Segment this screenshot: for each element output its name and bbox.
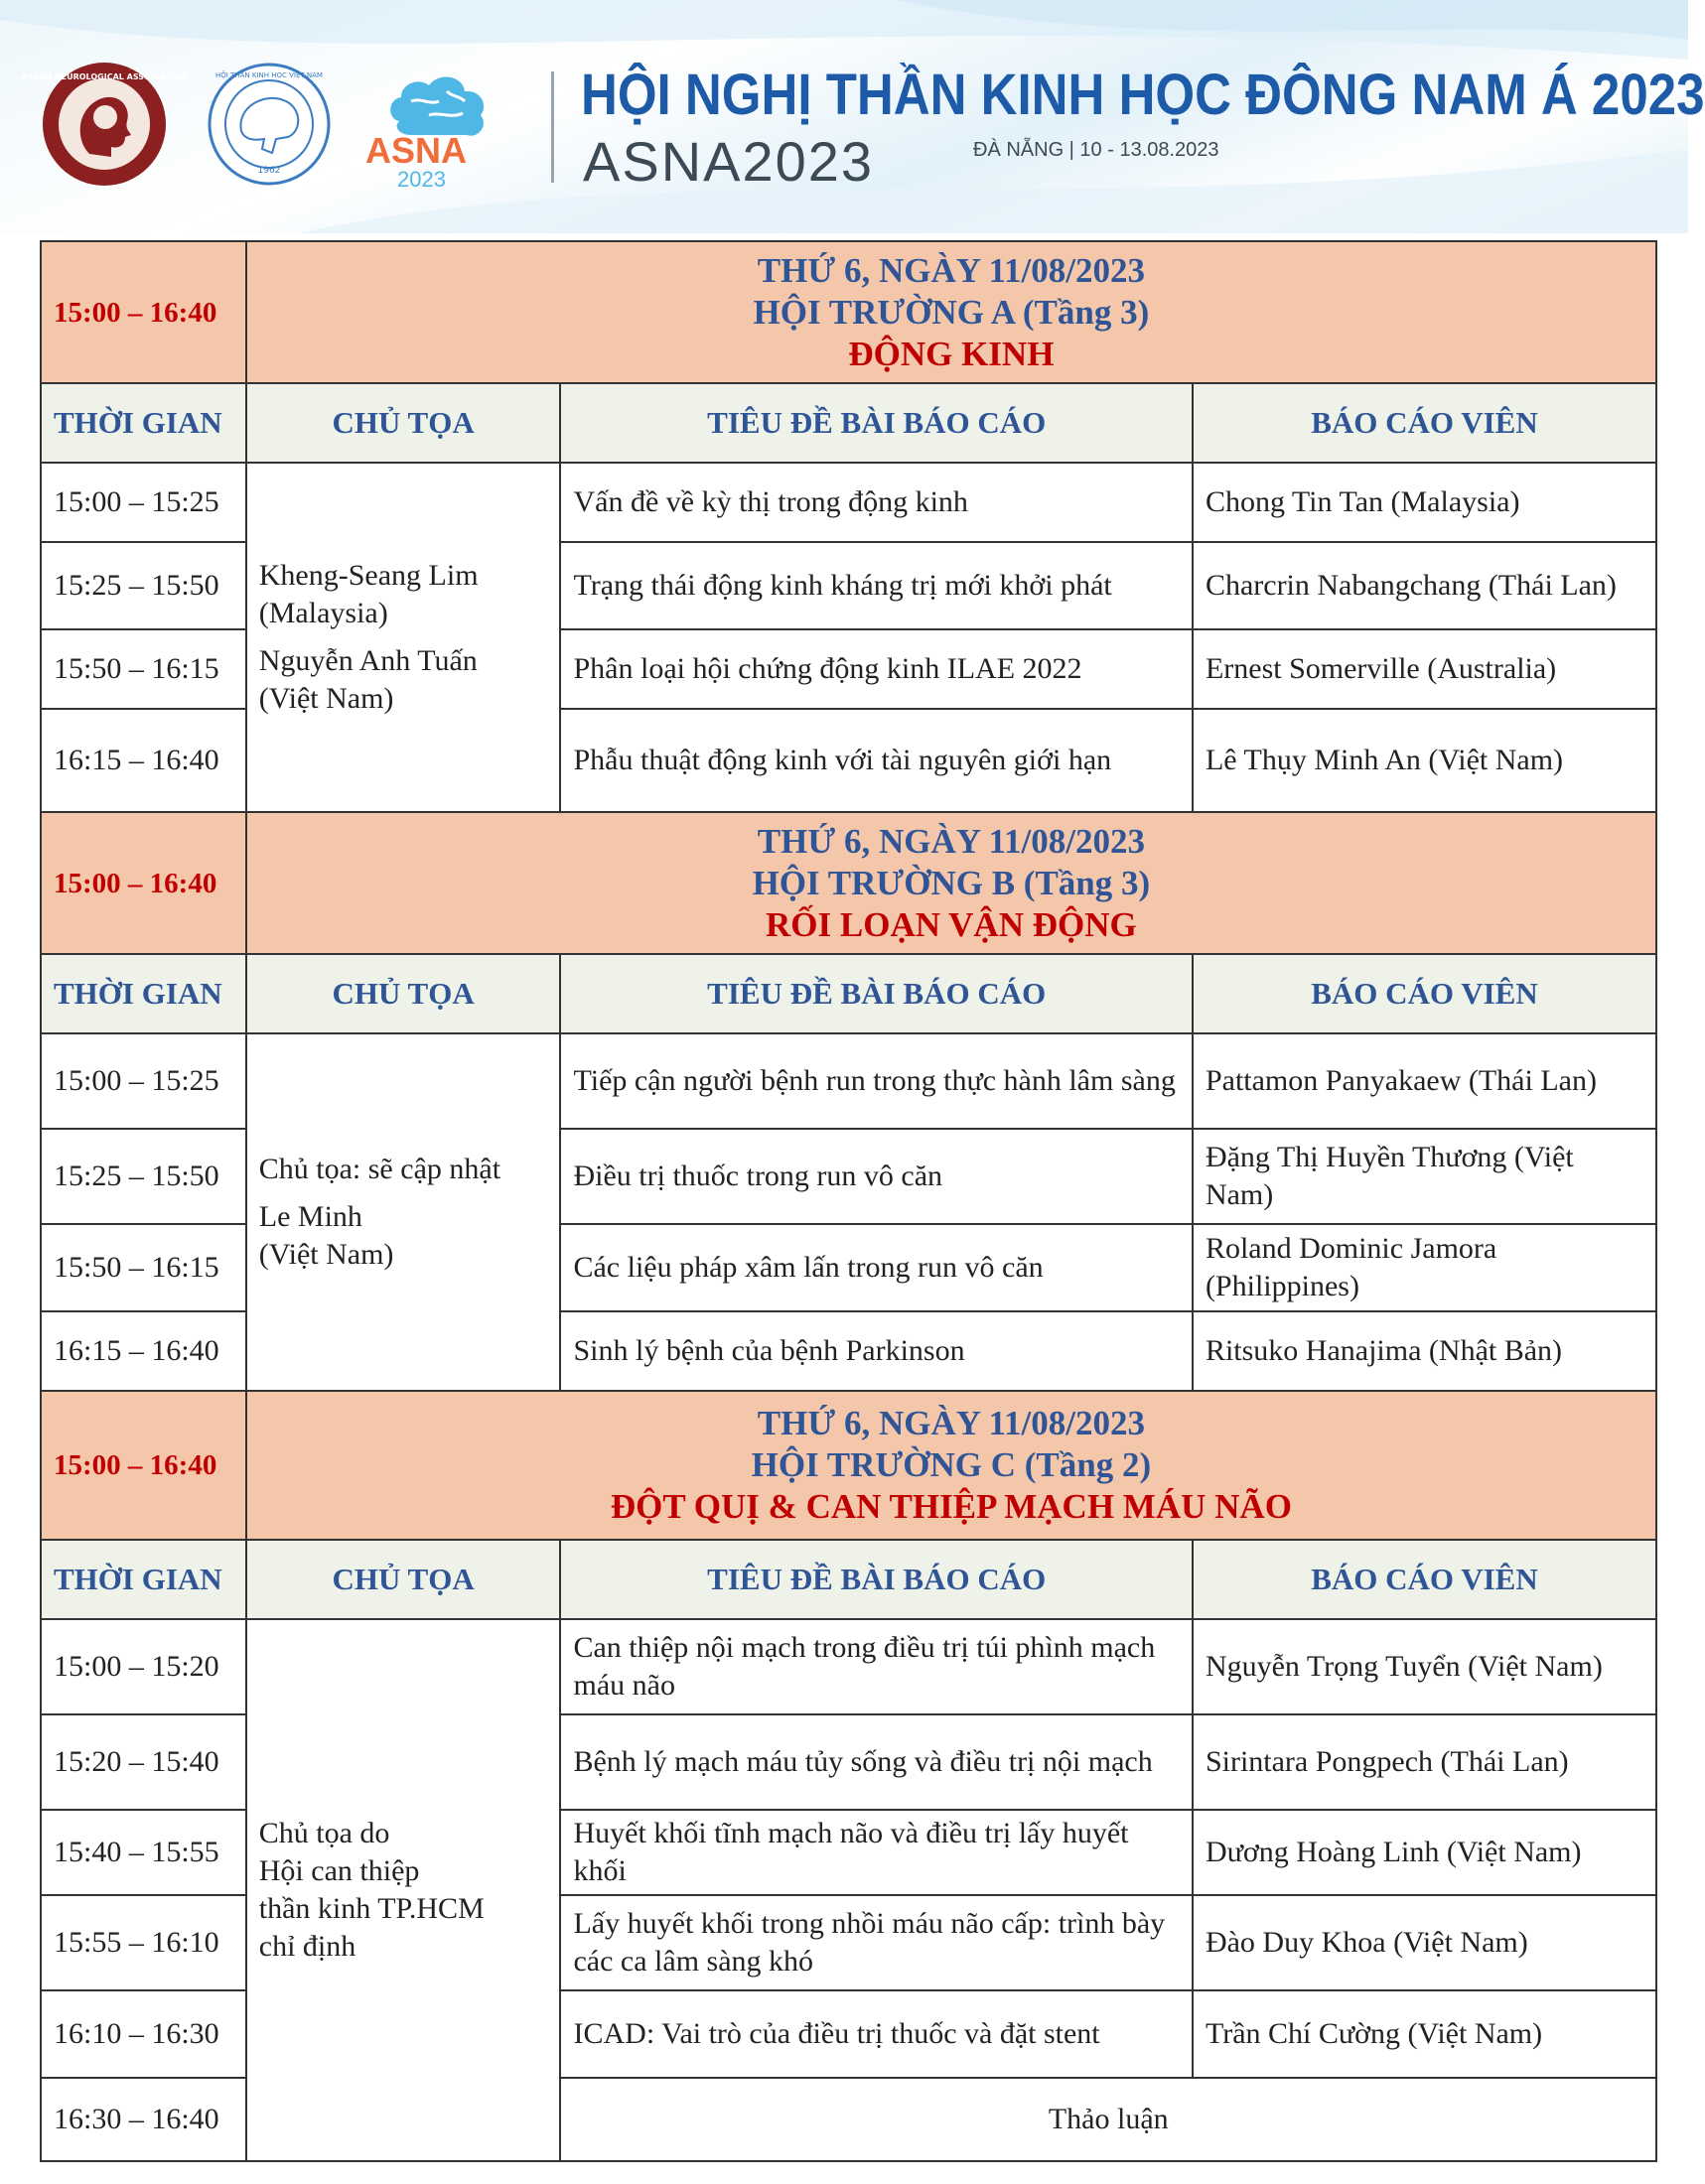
row-title: Sinh lý bệnh của bệnh Parkinson <box>560 1311 1192 1391</box>
row-time: 16:15 – 16:40 <box>41 709 246 812</box>
col-chair-header: CHỦ TỌA <box>246 954 561 1033</box>
column-header-row <box>41 1540 1656 1619</box>
session-topic: RỐI LOẠN VẬN ĐỘNG <box>766 904 1137 944</box>
session-header-row <box>41 241 1656 383</box>
col-speaker-header: BÁO CÁO VIÊN <box>1193 954 1656 1033</box>
session-header-row <box>41 1391 1656 1540</box>
col-time-header: THỜI GIAN <box>41 383 246 463</box>
session-day: THỨ 6, NGÀY 11/08/2023 <box>757 821 1145 861</box>
asna-2023-logo <box>359 62 518 191</box>
row-title: Can thiệp nội mạch trong điều trị túi phình mạch máu não <box>560 1619 1192 1714</box>
row-speaker: Ritsuko Hanajima (Nhật Bản) <box>1193 1311 1656 1391</box>
row-time: 15:40 – 15:55 <box>41 1810 246 1895</box>
row-speaker: Charcrin Nabangchang (Thái Lan) <box>1193 542 1656 629</box>
row-time: 15:50 – 16:15 <box>41 1224 246 1311</box>
session-hall: HỘI TRƯỜNG B (Tầng 3) <box>752 863 1151 902</box>
row-time: 15:55 – 16:10 <box>41 1895 246 1990</box>
row-time: 15:00 – 15:20 <box>41 1619 246 1714</box>
col-topic-header: TIÊU ĐỀ BÀI BÁO CÁO <box>560 954 1192 1033</box>
row-time: 15:25 – 15:50 <box>41 1129 246 1224</box>
chair-line: Le Minh <box>258 1200 362 1233</box>
chair-line: (Việt Nam) <box>258 1238 394 1271</box>
table-row <box>41 1619 1656 1714</box>
session-hall: HỘI TRƯỜNG C (Tầng 2) <box>751 1445 1152 1484</box>
session-hall: HỘI TRƯỜNG A (Tầng 3) <box>753 292 1150 332</box>
row-speaker: Ernest Somerville (Australia) <box>1193 629 1656 709</box>
session-day: THỨ 6, NGÀY 11/08/2023 <box>757 250 1145 290</box>
row-time: 15:20 – 15:40 <box>41 1714 246 1810</box>
col-speaker-header: BÁO CÁO VIÊN <box>1193 1540 1656 1619</box>
row-speaker: Trần Chí Cường (Việt Nam) <box>1193 1990 1656 2078</box>
session-heading <box>246 241 1656 383</box>
table-row <box>41 1033 1656 1129</box>
col-chair-header: CHỦ TỌA <box>246 383 561 463</box>
row-speaker: Chong Tin Tan (Malaysia) <box>1193 463 1656 542</box>
table-row <box>41 463 1656 542</box>
row-title: Phẫu thuật động kinh với tài nguyên giới hạn <box>560 709 1192 812</box>
session-topic: ĐỘNG KINH <box>848 334 1055 373</box>
discussion-cell: Thảo luận <box>560 2078 1656 2161</box>
session-topic: ĐỘT QUỊ & CAN THIỆP MẠCH MÁU NÃO <box>610 1487 1292 1526</box>
col-time-header: THỜI GIAN <box>41 954 246 1033</box>
row-speaker: Đặng Thị Huyền Thương (Việt Nam) <box>1193 1129 1656 1224</box>
chair-line: Chủ tọa: sẽ cập nhật <box>258 1153 501 1185</box>
session-chair <box>246 1033 561 1391</box>
asean-neurological-association-logo <box>21 60 188 189</box>
conference-subtitle: ASNA2023 <box>583 130 875 193</box>
row-speaker: Lê Thụy Minh An (Việt Nam) <box>1193 709 1656 812</box>
row-title: Vấn đề về kỳ thị trong động kinh <box>560 463 1192 542</box>
col-speaker-header: BÁO CÁO VIÊN <box>1193 383 1656 463</box>
vn-logo-year: 1962 <box>257 166 281 176</box>
row-title: Lấy huyết khối trong nhồi máu não cấp: trình bày các ca lâm sàng khó <box>560 1895 1192 1990</box>
header-divider <box>551 71 554 183</box>
row-title: Phân loại hội chứng động kinh ILAE 2022 <box>560 629 1192 709</box>
conference-title: HỘI NGHỊ THẦN KINH HỌC ĐÔNG NAM Á 2023 <box>581 63 1705 127</box>
row-title: Các liệu pháp xâm lấn trong run vô căn <box>560 1224 1192 1311</box>
col-topic-header: TIÊU ĐỀ BÀI BÁO CÁO <box>560 383 1192 463</box>
session-time: 15:00 – 16:40 <box>41 812 246 954</box>
session-heading <box>246 1391 1656 1540</box>
asna-logo-year: 2023 <box>397 167 446 192</box>
column-header-row <box>41 954 1656 1033</box>
session-day: THỨ 6, NGÀY 11/08/2023 <box>757 1404 1145 1442</box>
session-heading <box>246 812 1656 954</box>
row-time: 15:25 – 15:50 <box>41 542 246 629</box>
row-time: 15:50 – 16:15 <box>41 629 246 709</box>
asna-logo-text: ASNA <box>365 130 468 171</box>
chair-line: (Việt Nam) <box>258 682 394 715</box>
row-speaker: Roland Dominic Jamora (Philippines) <box>1193 1224 1656 1311</box>
column-header-row <box>41 383 1656 463</box>
session-header-row <box>41 812 1656 954</box>
chair-line: chỉ định <box>258 1930 356 1963</box>
row-time: 15:00 – 15:25 <box>41 1033 246 1129</box>
row-time: 15:00 – 15:25 <box>41 463 246 542</box>
row-time: 16:15 – 16:40 <box>41 1311 246 1391</box>
row-title: ICAD: Vai trò của điều trị thuốc và đặt stent <box>560 1990 1192 2078</box>
chair-line: thần kinh TP.HCM <box>258 1892 485 1925</box>
row-speaker: Đào Duy Khoa (Việt Nam) <box>1193 1895 1656 1990</box>
chair-line: (Malaysia) <box>258 597 388 629</box>
session-chair <box>246 1619 561 2161</box>
chair-line: Chủ tọa do <box>258 1817 390 1849</box>
row-title: Bệnh lý mạch máu tủy sống và điều trị nội mạch <box>560 1714 1192 1810</box>
row-time: 16:30 – 16:40 <box>41 2078 246 2161</box>
row-speaker: Sirintara Pongpech (Thái Lan) <box>1193 1714 1656 1810</box>
schedule-table <box>40 240 1657 2162</box>
col-chair-header: CHỦ TỌA <box>246 1540 561 1619</box>
row-speaker: Dương Hoàng Linh (Việt Nam) <box>1193 1810 1656 1895</box>
session-time: 15:00 – 16:40 <box>41 241 246 383</box>
vietnam-neurology-association-logo <box>207 62 332 187</box>
chair-line: Kheng-Seang Lim <box>258 559 479 592</box>
chair-line: Hội can thiệp <box>258 1854 420 1887</box>
row-title: Tiếp cận người bệnh run trong thực hành lâm sàng <box>560 1033 1192 1129</box>
page-header <box>0 0 1705 233</box>
session-time: 15:00 – 16:40 <box>41 1391 246 1540</box>
row-speaker: Pattamon Panyakaew (Thái Lan) <box>1193 1033 1656 1129</box>
row-title: Huyết khối tĩnh mạch não và điều trị lấy huyết khối <box>560 1810 1192 1895</box>
asean-logo-text: ASEAN NEUROLOGICAL ASSOCIATION <box>21 72 188 81</box>
row-speaker: Nguyễn Trọng Tuyển (Việt Nam) <box>1193 1619 1656 1714</box>
chair-line: Nguyễn Anh Tuấn <box>258 644 478 677</box>
session-chair <box>246 463 561 812</box>
vn-logo-text: HỘI THẦN KINH HỌC VIỆT NAM <box>215 71 323 79</box>
row-time: 16:10 – 16:30 <box>41 1990 246 2078</box>
conference-date-place: ĐÀ NẴNG | 10 - 13.08.2023 <box>973 139 1219 161</box>
col-topic-header: TIÊU ĐỀ BÀI BÁO CÁO <box>560 1540 1192 1619</box>
row-title: Trạng thái động kinh kháng trị mới khởi phát <box>560 542 1192 629</box>
col-time-header: THỜI GIAN <box>41 1540 246 1619</box>
row-title: Điều trị thuốc trong run vô căn <box>560 1129 1192 1224</box>
